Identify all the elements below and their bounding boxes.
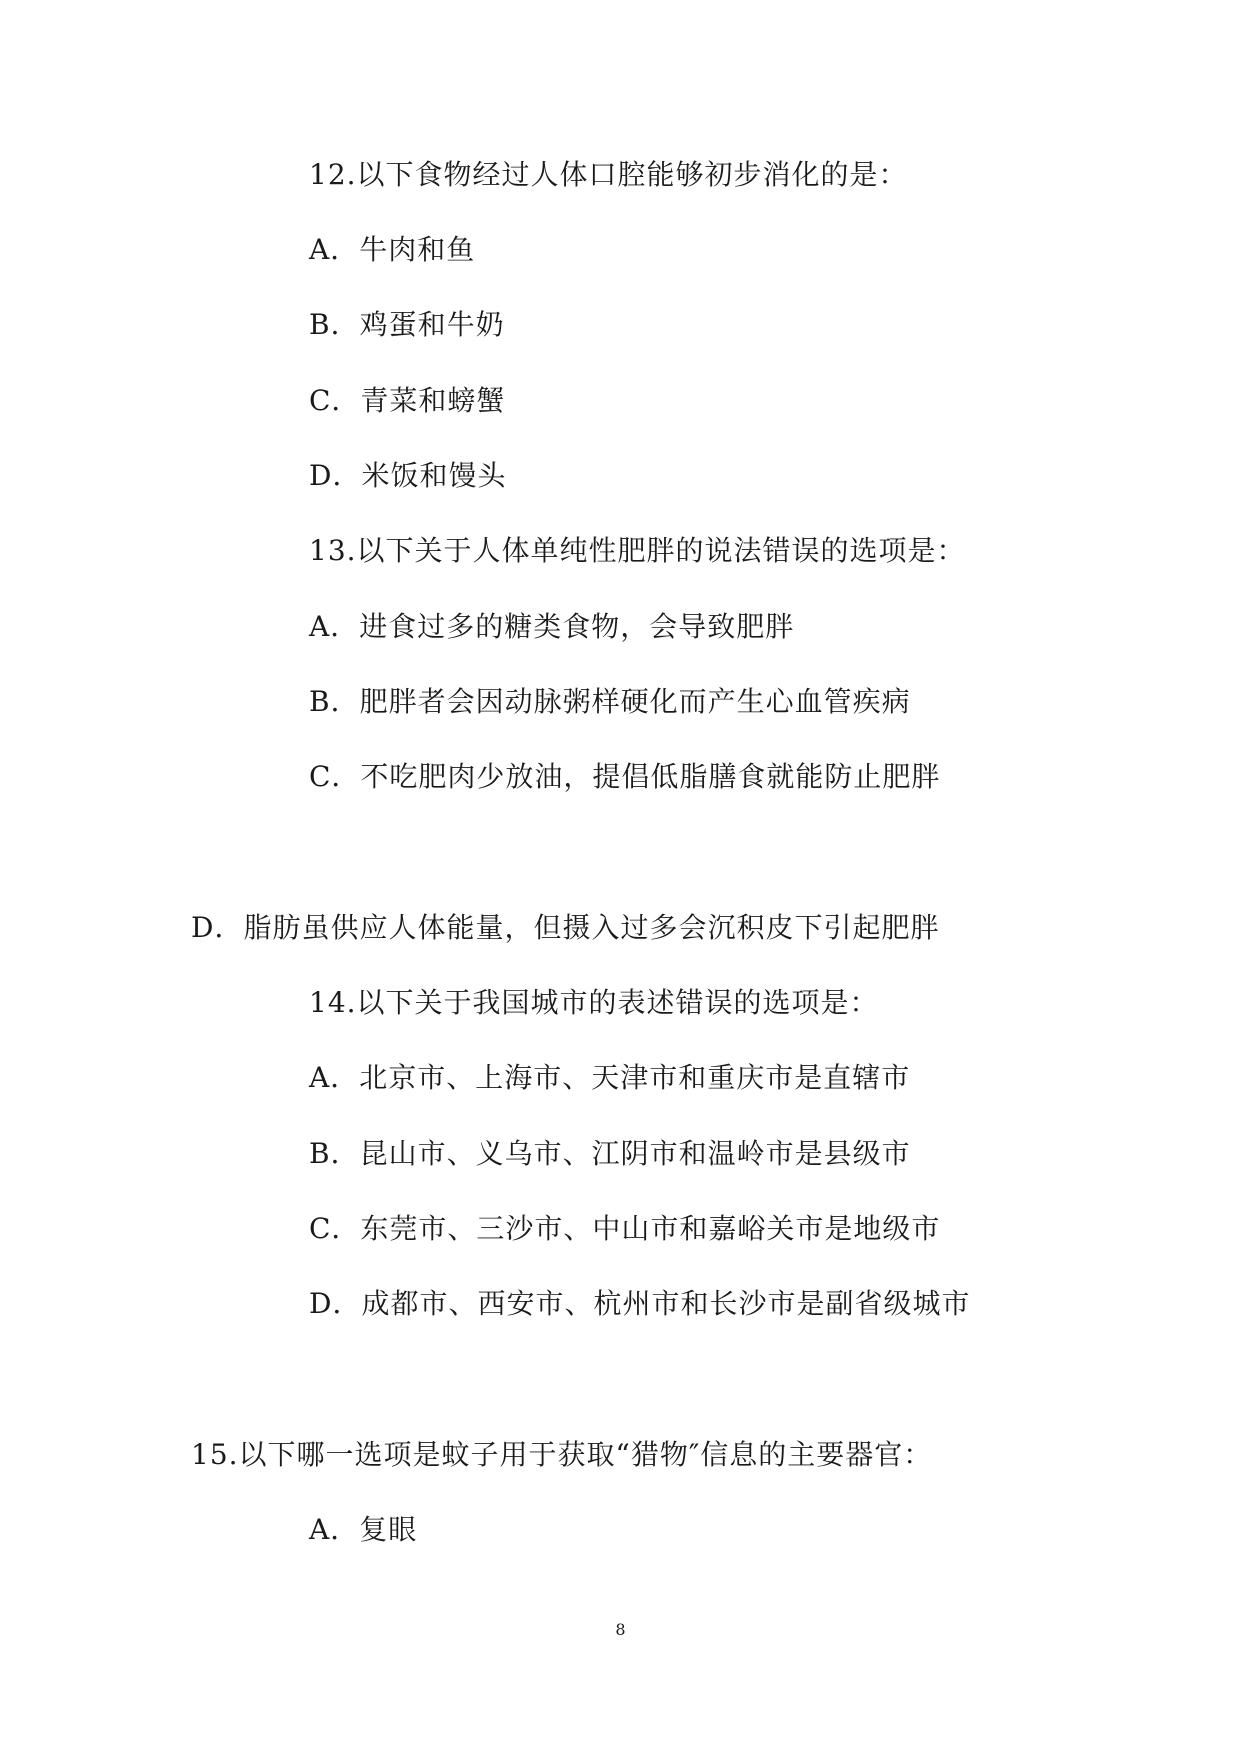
question-14-option-d: D．成都市、西安市、杭州市和长沙市是副省级城市 (309, 1287, 971, 1320)
question-12-option-c: C．青菜和螃蟹 (309, 384, 506, 417)
question-12-option-d: D．米饭和馒头 (309, 459, 507, 492)
question-14-stem: 14.以下关于我国城市的表述错误的选项是： (309, 986, 879, 1019)
question-12-stem: 12.以下食物经过人体口腔能够初步消化的是： (309, 158, 908, 191)
question-13-option-b: B．肥胖者会因动脉粥样硬化而产生心血管疾病 (309, 685, 911, 718)
question-13-stem: 13.以下关于人体单纯性肥胖的说法错误的选项是： (309, 534, 966, 567)
question-15-option-a: A．复眼 (309, 1513, 418, 1546)
question-14-option-b: B．昆山市、义乌市、江阴市和温岭市是县级市 (309, 1137, 911, 1170)
question-14-option-c: C．东莞市、三沙市、中山市和嘉峪关市是地级市 (309, 1212, 941, 1245)
question-14-option-a: A．北京市、上海市、天津市和重庆市是直辖市 (309, 1061, 911, 1094)
question-13-option-a: A．进食过多的糖类食物，会导致肥胖 (309, 610, 795, 643)
question-12-option-b: B．鸡蛋和牛奶 (309, 308, 505, 341)
question-12-option-a: A．牛肉和鱼 (309, 233, 476, 266)
page-number: 8 (615, 1620, 626, 1639)
question-13-option-d: D．脂肪虽供应人体能量，但摄入过多会沉积皮下引起肥胖 (191, 911, 940, 944)
question-15-stem: 15.以下哪一选项是蚊子用于获取“猎物″信息的主要器官： (191, 1438, 933, 1471)
question-13-option-c: C．不吃肥肉少放油，提倡低脂膳食就能防止肥胖 (309, 760, 941, 793)
